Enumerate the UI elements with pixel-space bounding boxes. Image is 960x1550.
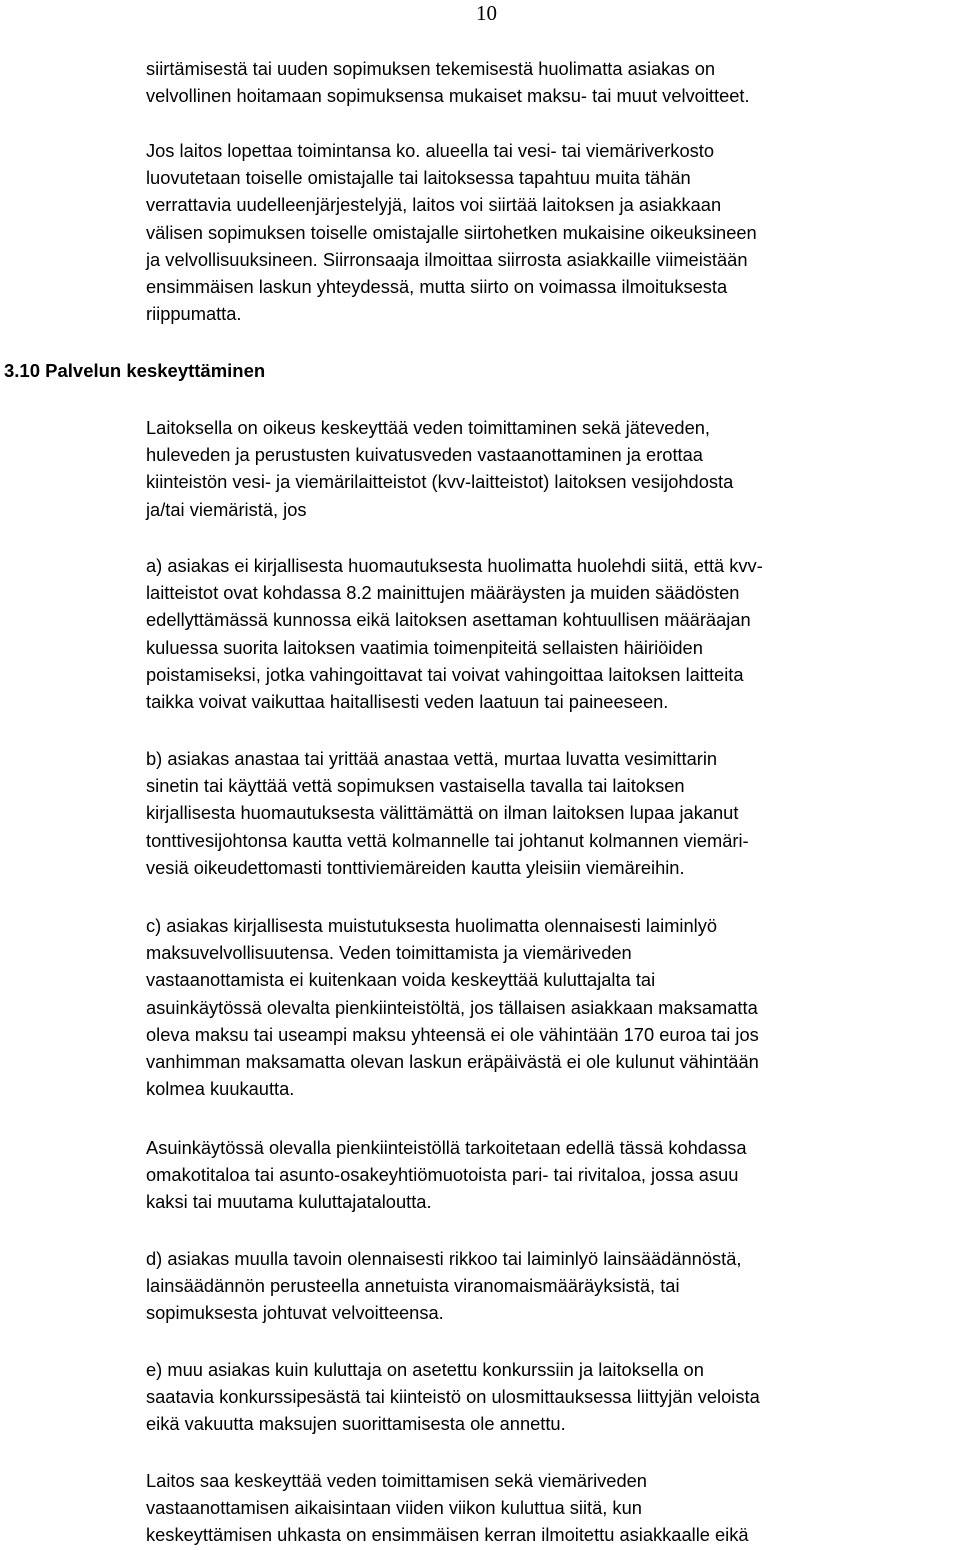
text-line: b) asiakas anastaa tai yrittää anastaa vettä, murtaa luvatta vesimittarin bbox=[146, 748, 718, 769]
text-line: kirjallisesta huomautuksesta välittämättä on ilman laitoksen lupaa jakanut bbox=[146, 802, 739, 824]
text-line: kolmea kuukautta. bbox=[146, 1078, 295, 1100]
text-line: Jos laitos lopettaa toimintansa ko. alueella tai vesi- tai viemäriverkosto bbox=[146, 140, 715, 161]
text-line: kiinteistön vesi- ja viemärilaitteistot (kvv-laitteistot) laitoksen vesijohdosta bbox=[146, 471, 734, 493]
text-line: eikä vakuutta maksujen suorittamisesta ole annettu. bbox=[146, 1413, 566, 1435]
text-line: ensimmäisen laskun yhteydessä, mutta siirto on voimassa ilmoituksesta bbox=[146, 276, 728, 298]
text-line: kaksi tai muutama kuluttajataloutta. bbox=[146, 1191, 432, 1213]
text-line: taikka voivat vaikuttaa haitallisesti veden laatuun tai paineeseen. bbox=[146, 691, 669, 713]
text-line: vastaanottamista ei kuitenkaan voida keskeyttää kuluttajalta tai bbox=[146, 969, 656, 991]
text-line: Laitoksella on oikeus keskeyttää veden toimittaminen sekä jäteveden, bbox=[146, 417, 711, 438]
text-line: sinetin tai käyttää vettä sopimuksen vastaisella tavalla tai laitoksen bbox=[146, 775, 685, 797]
text-line: vastaanottamisen aikaisintaan viiden viikon kuluttua siitä, kun bbox=[146, 1497, 642, 1519]
text-line: c) asiakas kirjallisesta muistutuksesta huolimatta olennaisesti laiminlyö bbox=[146, 915, 718, 936]
paragraph-operator-ceases bbox=[146, 137, 946, 327]
text-line: Laitos saa keskeyttää veden toimittamisen sekä viemäriveden bbox=[146, 1470, 647, 1491]
text-line: a) asiakas ei kirjallisesta huomautuksesta huolimatta huolehdi siitä, että kvv- bbox=[146, 555, 763, 576]
text-line: edellyttämässä kunnossa eikä laitoksen asettaman kohtuullisen määräajan bbox=[146, 609, 751, 631]
text-line: ja velvollisuuksineen. Siirronsaaja ilmoittaa siirrosta asiakkaille viimeistään bbox=[146, 248, 748, 270]
text-line: verrattavia uudelleenjärjestelyjä, laitos voi siirtää laitoksen ja asiakkaan bbox=[146, 194, 722, 216]
section-heading: 3.10 Palvelun keskeyttäminen bbox=[4, 360, 266, 381]
text-line: oleva maksu tai useampi maksu yhteensä ei ole vähintään 170 euroa tai jos bbox=[146, 1023, 759, 1045]
text-line: siirtämisestä tai uuden sopimuksen tekemisestä huolimatta asiakas on bbox=[146, 58, 716, 79]
text-line: riippumatta. bbox=[146, 303, 242, 325]
text-line: laitteistot ovat kohdassa 8.2 mainittujen määräysten ja muiden säädösten bbox=[146, 582, 740, 604]
text-line: e) muu asiakas kuin kuluttaja on asetettu konkurssiin ja laitoksella on bbox=[146, 1359, 704, 1380]
text-line: lainsäädännön perusteella annetuista viranomaismääräyksistä, tai bbox=[146, 1275, 680, 1297]
text-line: luovutetaan toiselle omistajalle tai laitoksessa tapahtuu muita tähän bbox=[146, 167, 691, 189]
text-line: välisen sopimuksen toiselle omistajalle siirtohetken mukaisine oikeuksineen bbox=[146, 221, 757, 243]
text-line: Asuinkäytössä olevalla pienkiinteistöllä tarkoitetaan edellä tässä kohdassa bbox=[146, 1137, 747, 1158]
text-line: huleveden ja perustusten kuivatusveden vastaanottaminen ja erottaa bbox=[146, 444, 703, 466]
text-line: omakotitaloa tai asunto-osakeyhtiömuotoista pari- tai rivitaloa, jossa asuu bbox=[146, 1164, 739, 1186]
paragraph-transfer-obligations bbox=[146, 55, 946, 109]
clause-b bbox=[146, 745, 946, 881]
text-line: keskeyttämisen uhkasta on ensimmäisen kerran ilmoitettu asiakkaalle eikä bbox=[146, 1524, 749, 1546]
text-line: tonttivesijohtonsa kautta vettä kolmannelle tai johtanut kolmannen viemäri- bbox=[146, 829, 749, 851]
paragraph-suspension-timing bbox=[146, 1467, 946, 1549]
clause-e bbox=[146, 1356, 946, 1438]
paragraph-small-property-definition bbox=[146, 1134, 946, 1216]
text-line: d) asiakas muulla tavoin olennaisesti rikkoo tai laiminlyö lainsäädännöstä, bbox=[146, 1248, 742, 1269]
text-line: asuinkäytössä olevalta pienkiinteistöltä, jos tällaisen asiakkaan maksamatta bbox=[146, 996, 758, 1018]
text-line: velvollinen hoitamaan sopimuksensa mukaiset maksu- tai muut velvoitteet. bbox=[146, 85, 750, 107]
text-line: poistamiseksi, jotka vahingoittavat tai voivat vahingoittaa laitoksen laitteita bbox=[146, 663, 744, 685]
text-line: ja/tai viemäristä, jos bbox=[146, 498, 307, 520]
text-line: saatavia konkurssipesästä tai kiinteistö on ulosmittauksessa liittyjän veloista bbox=[146, 1386, 760, 1408]
text-line: sopimuksesta johtuvat velvoitteensa. bbox=[146, 1302, 444, 1324]
clause-d bbox=[146, 1245, 946, 1327]
page-number: 10 bbox=[476, 1, 497, 25]
text-line: vanhimman maksamatta olevan laskun eräpäivästä ei ole kulunut vähintään bbox=[146, 1051, 759, 1073]
text-line: kuluessa suorita laitoksen vaatimia toimenpiteitä sellaisten häiriöiden bbox=[146, 636, 703, 658]
clause-a bbox=[146, 552, 946, 715]
text-line: maksuvelvollisuutensa. Veden toimittamista ja viemäriveden bbox=[146, 942, 632, 964]
paragraph-right-to-suspend bbox=[146, 414, 946, 523]
text-line: vesiä oikeudettomasti tonttiviemäreiden kautta yleisiin viemäreihin. bbox=[146, 856, 685, 878]
clause-c bbox=[146, 912, 946, 1102]
